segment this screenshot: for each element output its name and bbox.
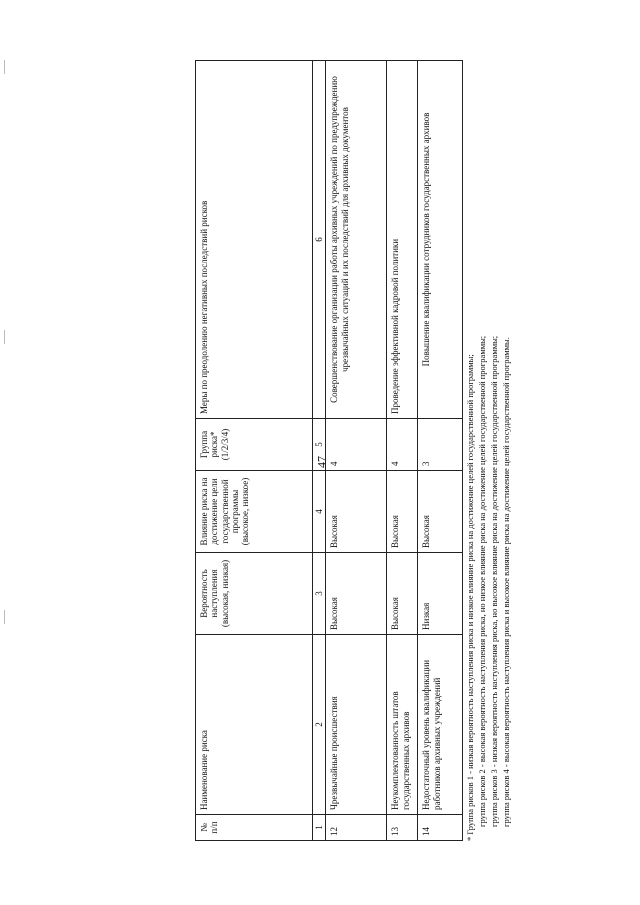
header-probability: Вероятность наступления (высокая, низкая) — [196, 553, 313, 635]
scan-edge-mark — [4, 330, 5, 344]
footnote — [465, 61, 513, 841]
footnote-line: группа рисков 2 - высокая вероятность наступления риска, но низкое влияние риска на достижение целей государственной программы; — [476, 335, 487, 827]
risk-table — [195, 60, 463, 841]
footnote-line: группа рисков 4 - высокая вероятность наступления риска и высокое влияние риска на достижение целей государственной программы. — [500, 337, 511, 827]
table-row — [418, 61, 463, 841]
risk-name: Чрезвычайные происшествия — [326, 635, 387, 815]
risk-name: Неукомплектованность штатов государственных архивов — [387, 635, 418, 815]
scan-edge-mark — [4, 610, 5, 624]
column-number: 3 — [313, 553, 326, 635]
risk-group: 3 — [418, 419, 463, 471]
footnote-line: * Группа рисков 1 - низкая вероятность наступления риска и низкое влияние риска на достижение целей государственной программы; — [465, 354, 475, 841]
header-measures: Меры по преодолению негативных последствий рисков — [196, 61, 313, 419]
rotated-sheet — [195, 61, 535, 841]
column-number-row — [313, 61, 326, 841]
risk-probability: Высокая — [387, 553, 418, 635]
footnote-line: группа рисков 3 - низкая вероятность наступления риска, но высокое влияние риска на достижение целей государственной программы; — [488, 335, 499, 827]
page-number: 47 — [314, 456, 329, 468]
risk-measures: Совершенствование организации работы архивных учреждений по предупреждению чрезвычайных ситуаций и их последствий для архивных документов — [326, 61, 387, 419]
table-row — [326, 61, 387, 841]
risk-group: 4 — [326, 419, 387, 471]
risk-measures: Повышение квалификации сотрудников государственных архивов — [418, 61, 463, 419]
header-risk-name: Наименование риска — [196, 635, 313, 815]
row-num: 12 — [326, 815, 387, 841]
risk-group: 4 — [387, 419, 418, 471]
header-impact: Влияние риска на достижение цели государственной программы (высокое, низкое) — [196, 471, 313, 553]
header-group: Группа риска* (1/2/3/4) — [196, 419, 313, 471]
risk-impact: Высокая — [387, 471, 418, 553]
risk-probability: Низкая — [418, 553, 463, 635]
column-number: 4 — [313, 471, 326, 553]
risk-name: Недостаточный уровень квалификации работников архивных учреждений — [418, 635, 463, 815]
risk-measures: Проведение эффективной кадровой политики — [387, 61, 418, 419]
column-number: 1 — [313, 815, 326, 841]
scan-edge-mark — [4, 60, 5, 74]
column-number: 2 — [313, 635, 326, 815]
risk-probability: Высокая — [326, 553, 387, 635]
row-num: 14 — [418, 815, 463, 841]
table-header-row — [196, 61, 313, 841]
column-number: 5 — [313, 419, 326, 471]
risk-impact: Высокая — [326, 471, 387, 553]
column-number: 6 — [313, 61, 326, 419]
risk-impact: Высокая — [418, 471, 463, 553]
row-num: 13 — [387, 815, 418, 841]
header-num: № п/п — [196, 815, 313, 841]
table-row — [387, 61, 418, 841]
